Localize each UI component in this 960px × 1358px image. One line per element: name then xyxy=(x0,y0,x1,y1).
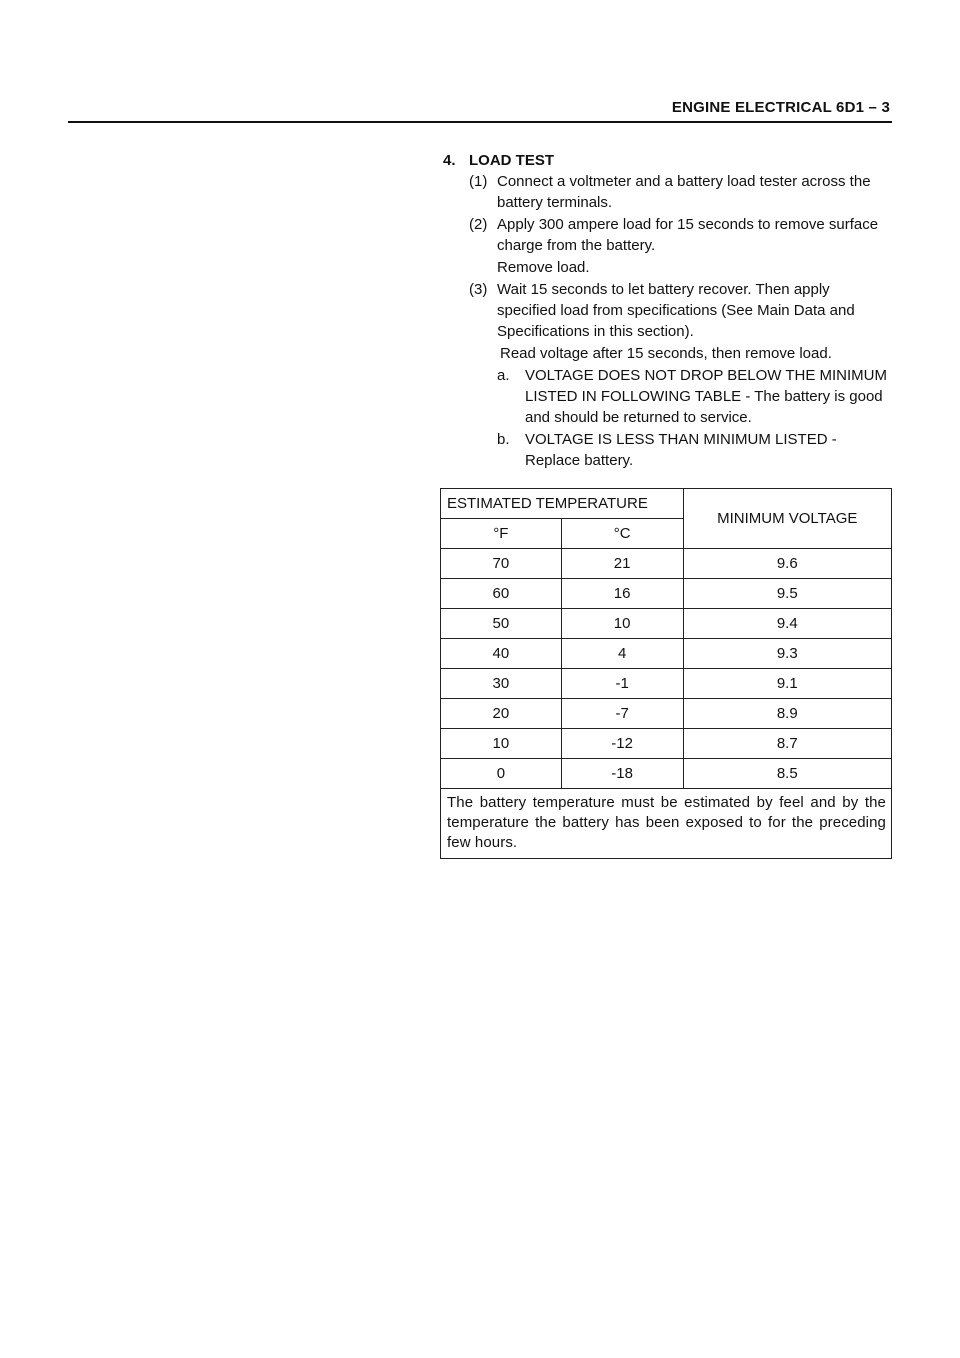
fahrenheit-cell: 70 xyxy=(441,549,562,579)
step-text: Connect a voltmeter and a battery load tester across the battery terminals. xyxy=(497,173,871,211)
celsius-cell: 10 xyxy=(561,609,683,639)
table-row xyxy=(441,609,892,639)
voltage-cell: 8.9 xyxy=(683,699,891,729)
voltage-cell: 9.4 xyxy=(683,609,891,639)
fahrenheit-cell: 50 xyxy=(441,609,562,639)
remove-load-note: Remove load. xyxy=(497,259,590,276)
step-number: (2) xyxy=(469,216,488,233)
section-title: LOAD TEST xyxy=(469,152,554,169)
table-row xyxy=(441,759,892,789)
table-row xyxy=(441,729,892,759)
substep-letter: b. xyxy=(497,431,510,448)
fahrenheit-cell: 0 xyxy=(441,759,562,789)
celsius-cell: -12 xyxy=(561,729,683,759)
step-number: (3) xyxy=(469,281,488,298)
substep-text: VOLTAGE DOES NOT DROP BELOW THE MINIMUM LISTED IN FOLLOWING TABLE - The battery is good and should be returned to service. xyxy=(525,367,887,426)
voltage-cell: 8.7 xyxy=(683,729,891,759)
section-heading xyxy=(443,150,893,171)
step-text: Apply 300 ampere load for 15 seconds to remove surface charge from the battery. xyxy=(497,216,879,254)
voltage-cell: 9.3 xyxy=(683,639,891,669)
celsius-header: °C xyxy=(561,519,683,549)
voltage-cell: 9.5 xyxy=(683,579,891,609)
fahrenheit-cell: 10 xyxy=(441,729,562,759)
fahrenheit-cell: 40 xyxy=(441,639,562,669)
header-divider xyxy=(68,121,892,123)
table-row xyxy=(441,579,892,609)
fahrenheit-cell: 30 xyxy=(441,669,562,699)
celsius-cell: -1 xyxy=(561,669,683,699)
celsius-cell: -7 xyxy=(561,699,683,729)
substep-b xyxy=(443,429,893,471)
voltage-cell: 9.6 xyxy=(683,549,891,579)
minimum-voltage-header: MINIMUM VOLTAGE xyxy=(683,489,891,549)
load-test-section xyxy=(443,150,893,471)
minimum-voltage-table xyxy=(440,488,892,859)
table-row xyxy=(441,549,892,579)
substep-letter: a. xyxy=(497,367,510,384)
fahrenheit-header: °F xyxy=(441,519,562,549)
page-header-title: ENGINE ELECTRICAL 6D1 – 3 xyxy=(671,99,890,116)
voltage-cell: 8.5 xyxy=(683,759,891,789)
section-number: 4. xyxy=(443,152,456,169)
table-row xyxy=(441,639,892,669)
table-footnote: The battery temperature must be estimated by feel and by the temperature the battery has been exposed to for the preceding few hours. xyxy=(441,789,892,859)
voltage-cell: 9.1 xyxy=(683,669,891,699)
table-header-row xyxy=(441,489,892,519)
estimated-temperature-header: ESTIMATED TEMPERATURE xyxy=(441,489,684,519)
celsius-cell: -18 xyxy=(561,759,683,789)
step-2 xyxy=(443,214,893,256)
celsius-cell: 4 xyxy=(561,639,683,669)
substep-text: VOLTAGE IS LESS THAN MINIMUM LISTED - Replace battery. xyxy=(525,431,837,469)
step-text: Wait 15 seconds to let battery recover. Then apply specified load from specifications (See Main Data and Specifications in this section). xyxy=(497,281,855,340)
step-3 xyxy=(443,279,893,342)
step-number: (1) xyxy=(469,173,488,190)
step-1 xyxy=(443,171,893,213)
read-voltage-note: Read voltage after 15 seconds, then remove load. xyxy=(500,345,832,362)
fahrenheit-cell: 60 xyxy=(441,579,562,609)
table-row xyxy=(441,669,892,699)
fahrenheit-cell: 20 xyxy=(441,699,562,729)
table-note-row xyxy=(441,789,892,859)
substep-a xyxy=(443,365,893,428)
table-row xyxy=(441,699,892,729)
celsius-cell: 16 xyxy=(561,579,683,609)
celsius-cell: 21 xyxy=(561,549,683,579)
